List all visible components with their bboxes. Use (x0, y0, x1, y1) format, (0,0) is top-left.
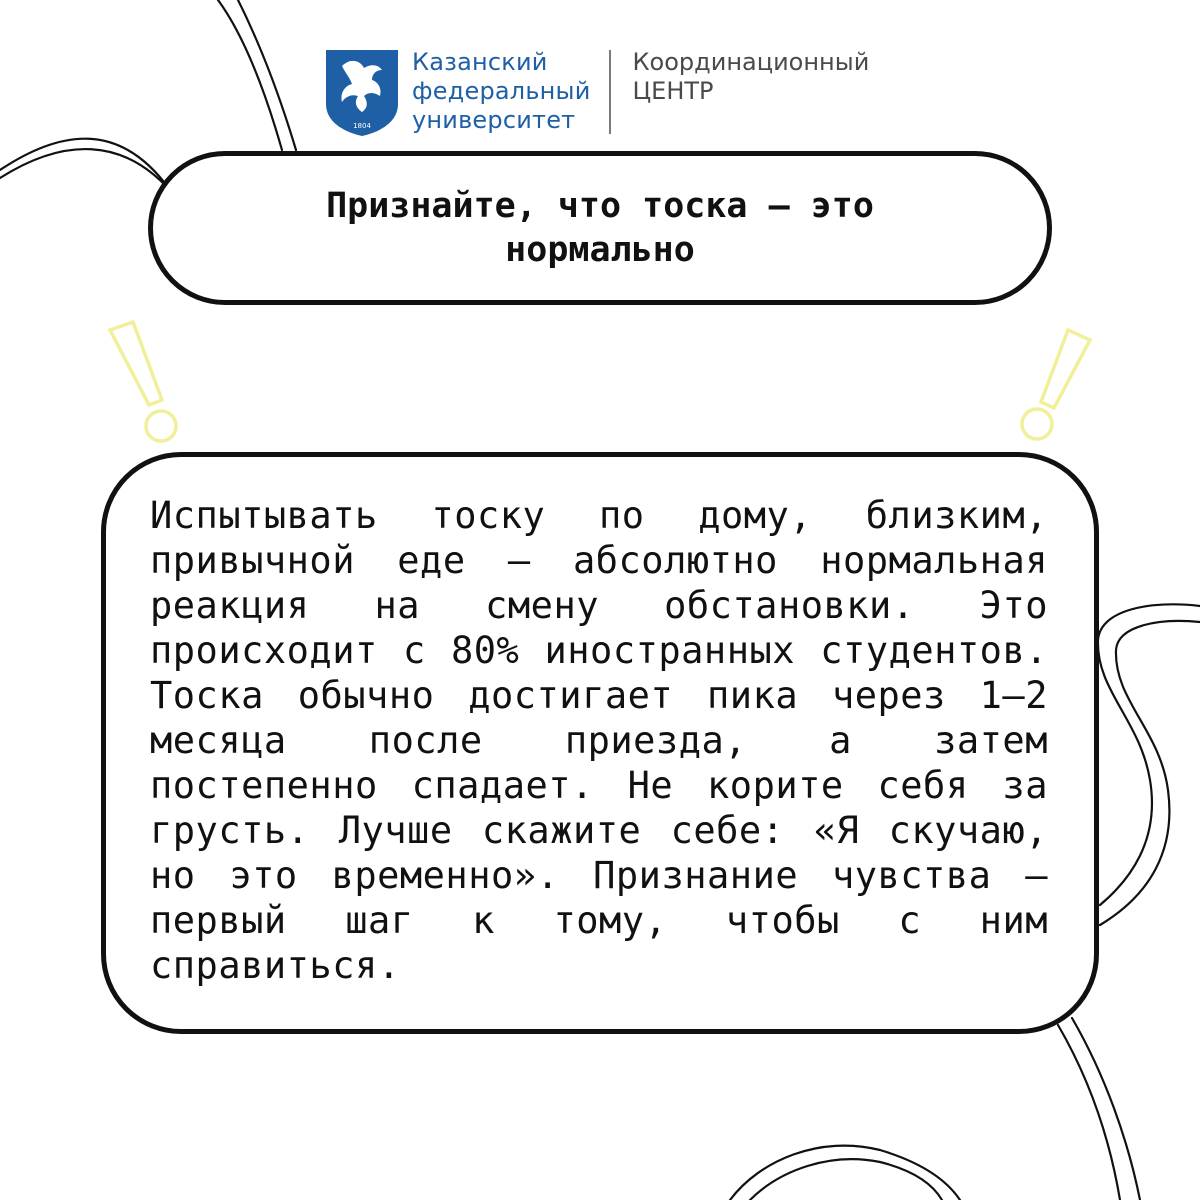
body-text: Испытывать тоску по дому, близким, привычной еде – абсолютно нормальная реакция на смену обстановки. Это происходит с 80% иностранных студентов. Тоска обычно достигает пика через 1–2 месяца после приезда, а затем постепенно спадает. Не корите себя за грусть. Лучше скажите себе: «Я скучаю, но это временно». Признание чувства – первый шаг к тому, чтобы с ним справиться. (150, 494, 1048, 987)
university-crest-icon (324, 48, 400, 138)
body-card (101, 452, 1099, 1034)
logo-divider (609, 50, 611, 134)
ribbon-line-bottom-right-b (1072, 1018, 1140, 1200)
university-name-line: Казанский (412, 48, 548, 76)
exclamation-mark-icon (1022, 330, 1090, 439)
exclamation-mark-icon (110, 322, 176, 441)
university-name-line: федеральный (412, 77, 591, 105)
ribbon-line-top-left-b (0, 149, 178, 200)
university-name (412, 48, 591, 135)
ribbon-line-bottom-b (750, 1159, 942, 1200)
ribbon-line-top-a (218, 0, 282, 150)
page-title: Признайте, что тоска – это нормально (326, 186, 874, 270)
ribbon-line-top-b (238, 0, 296, 150)
university-name-line: университет (412, 106, 576, 134)
header-logo (324, 48, 869, 138)
ribbon-line-right-a (1098, 604, 1200, 905)
center-name (633, 48, 870, 106)
ribbon-line-bottom-a (730, 1146, 960, 1200)
center-name-line: Координационный (632, 48, 870, 76)
crest-year: 1804 (353, 122, 371, 130)
ribbon-line-right-b (1100, 621, 1200, 925)
center-name-line: ЦЕНТР (632, 77, 714, 105)
title-pill (148, 151, 1052, 305)
